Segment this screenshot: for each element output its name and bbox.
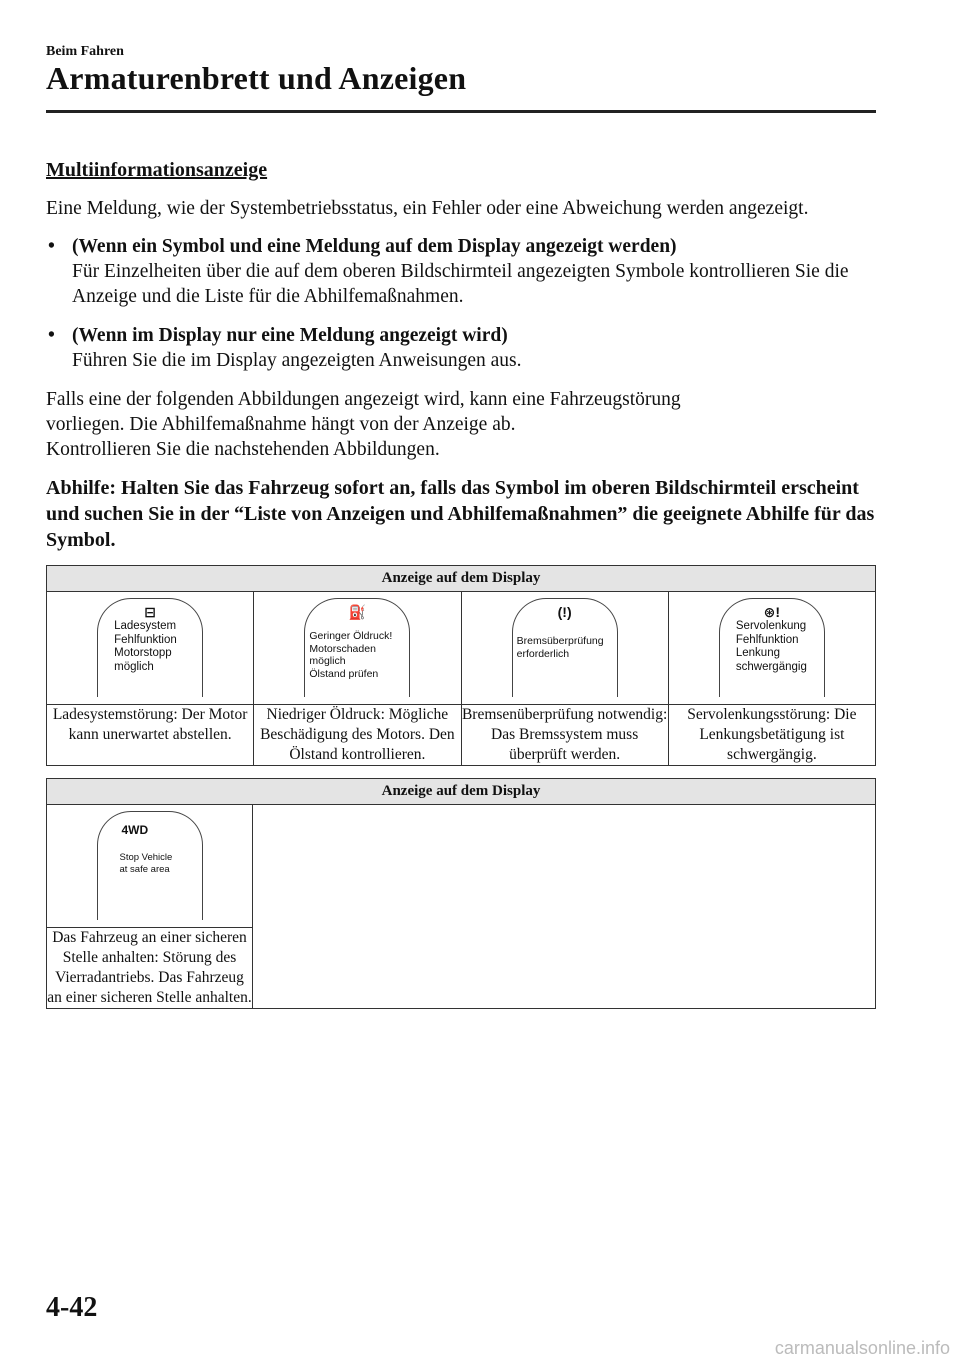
info-paragraph bbox=[46, 387, 876, 462]
screen-message: Bremsüberprüfung erforderlich bbox=[516, 635, 604, 660]
info-line-2: vorliegen. Die Abhilfemaßnahme hängt von der Anzeige ab. bbox=[46, 414, 516, 435]
bullet-item bbox=[46, 234, 876, 309]
display-image-cell bbox=[47, 805, 253, 928]
display-image-cell bbox=[668, 592, 875, 705]
page-number: 4-42 bbox=[46, 1292, 98, 1323]
screen-message: Stop Vehicle at safe area bbox=[119, 852, 173, 875]
page-title: Armaturenbrett und Anzeigen bbox=[46, 60, 467, 96]
display-caption: Das Fahrzeug an einer sicheren Stelle anhalten: Störung des Vierradantriebs. Das Fahrzeug an einer sicheren Stelle anhalten. bbox=[47, 928, 253, 1009]
display-screen bbox=[304, 598, 410, 697]
bullet-title: (Wenn im Display nur eine Meldung angezeigt wird) bbox=[72, 325, 508, 346]
display-caption: Ladesystemstörung: Der Motor kann unerwartet abstellen. bbox=[47, 705, 254, 766]
display-screen bbox=[512, 598, 618, 697]
display-table-2 bbox=[46, 778, 876, 1009]
4wd-label: 4WD bbox=[121, 823, 149, 837]
display-screen bbox=[97, 598, 203, 697]
oil-can-icon: ⛽ bbox=[348, 604, 367, 620]
bullet-dot: • bbox=[48, 236, 55, 257]
empty-cell bbox=[253, 805, 876, 1009]
display-image-cell bbox=[254, 592, 461, 705]
display-screen bbox=[719, 598, 825, 697]
steering-warning-icon: ⊛! bbox=[763, 604, 781, 620]
display-table-1 bbox=[46, 565, 876, 766]
info-line-1: Falls eine der folgenden Abbildungen angezeigt wird, kann eine Fahrzeugstörung bbox=[46, 389, 681, 410]
table-header: Anzeige auf dem Display bbox=[47, 779, 876, 805]
section-heading: Multiinformationsanzeige bbox=[46, 159, 268, 181]
display-image-cell bbox=[461, 592, 668, 705]
bullet-dot: • bbox=[48, 325, 55, 346]
display-screen bbox=[97, 811, 203, 920]
intro-paragraph: Eine Meldung, wie der Systembetriebsstatus, ein Fehler oder eine Abweichung werden angezeigt. bbox=[46, 198, 809, 219]
bullet-title: (Wenn ein Symbol und eine Meldung auf dem Display angezeigt werden) bbox=[72, 236, 677, 257]
display-caption: Bremsenüberprüfung notwendig: Das Bremssystem muss überprüft werden. bbox=[461, 705, 668, 766]
bullet-item bbox=[46, 323, 876, 373]
main-content bbox=[46, 158, 876, 1019]
info-line-3: Kontrollieren Sie die nachstehenden Abbildungen. bbox=[46, 439, 440, 460]
screen-message: Servolenkung Fehlfunktion Lenkung schwergängig bbox=[735, 620, 807, 673]
display-caption: Niedriger Öldruck: Mögliche Beschädigung des Motors. Den Ölstand kontrollieren. bbox=[254, 705, 461, 766]
display-image-cell bbox=[47, 592, 254, 705]
remedy-paragraph: Abhilfe: Halten Sie das Fahrzeug sofort an, falls das Symbol im oberen Bildschirmteil erscheint und suchen Sie in der “Liste von Anzeigen und Abhilfemaßnahmen” die geeignete Abhilfe für das Symbol. bbox=[46, 477, 875, 551]
title-rule bbox=[46, 110, 876, 113]
display-caption: Servolenkungsstörung: Die Lenkungsbetätigung ist schwergängig. bbox=[668, 705, 875, 766]
bullet-text: Führen Sie die im Display angezeigten Anweisungen aus. bbox=[72, 350, 522, 371]
watermark: carmanualsonline.info bbox=[774, 1338, 950, 1358]
battery-icon: ⊟ bbox=[144, 604, 156, 620]
brake-warning-icon: (!) bbox=[557, 604, 572, 620]
table-header: Anzeige auf dem Display bbox=[47, 566, 876, 592]
bullet-text: Für Einzelheiten über die auf dem oberen Bildschirmteil angezeigten Symbole kontrollieren Sie die Anzeige und die Liste für die Abhilfemaßnahmen. bbox=[72, 261, 849, 307]
section-label: Beim Fahren bbox=[46, 44, 124, 59]
screen-message: Ladesystem Fehlfunktion Motorstopp möglich bbox=[114, 620, 177, 673]
screen-message: Geringer Öldruck! Motorschaden möglich Ölstand prüfen bbox=[309, 630, 393, 680]
